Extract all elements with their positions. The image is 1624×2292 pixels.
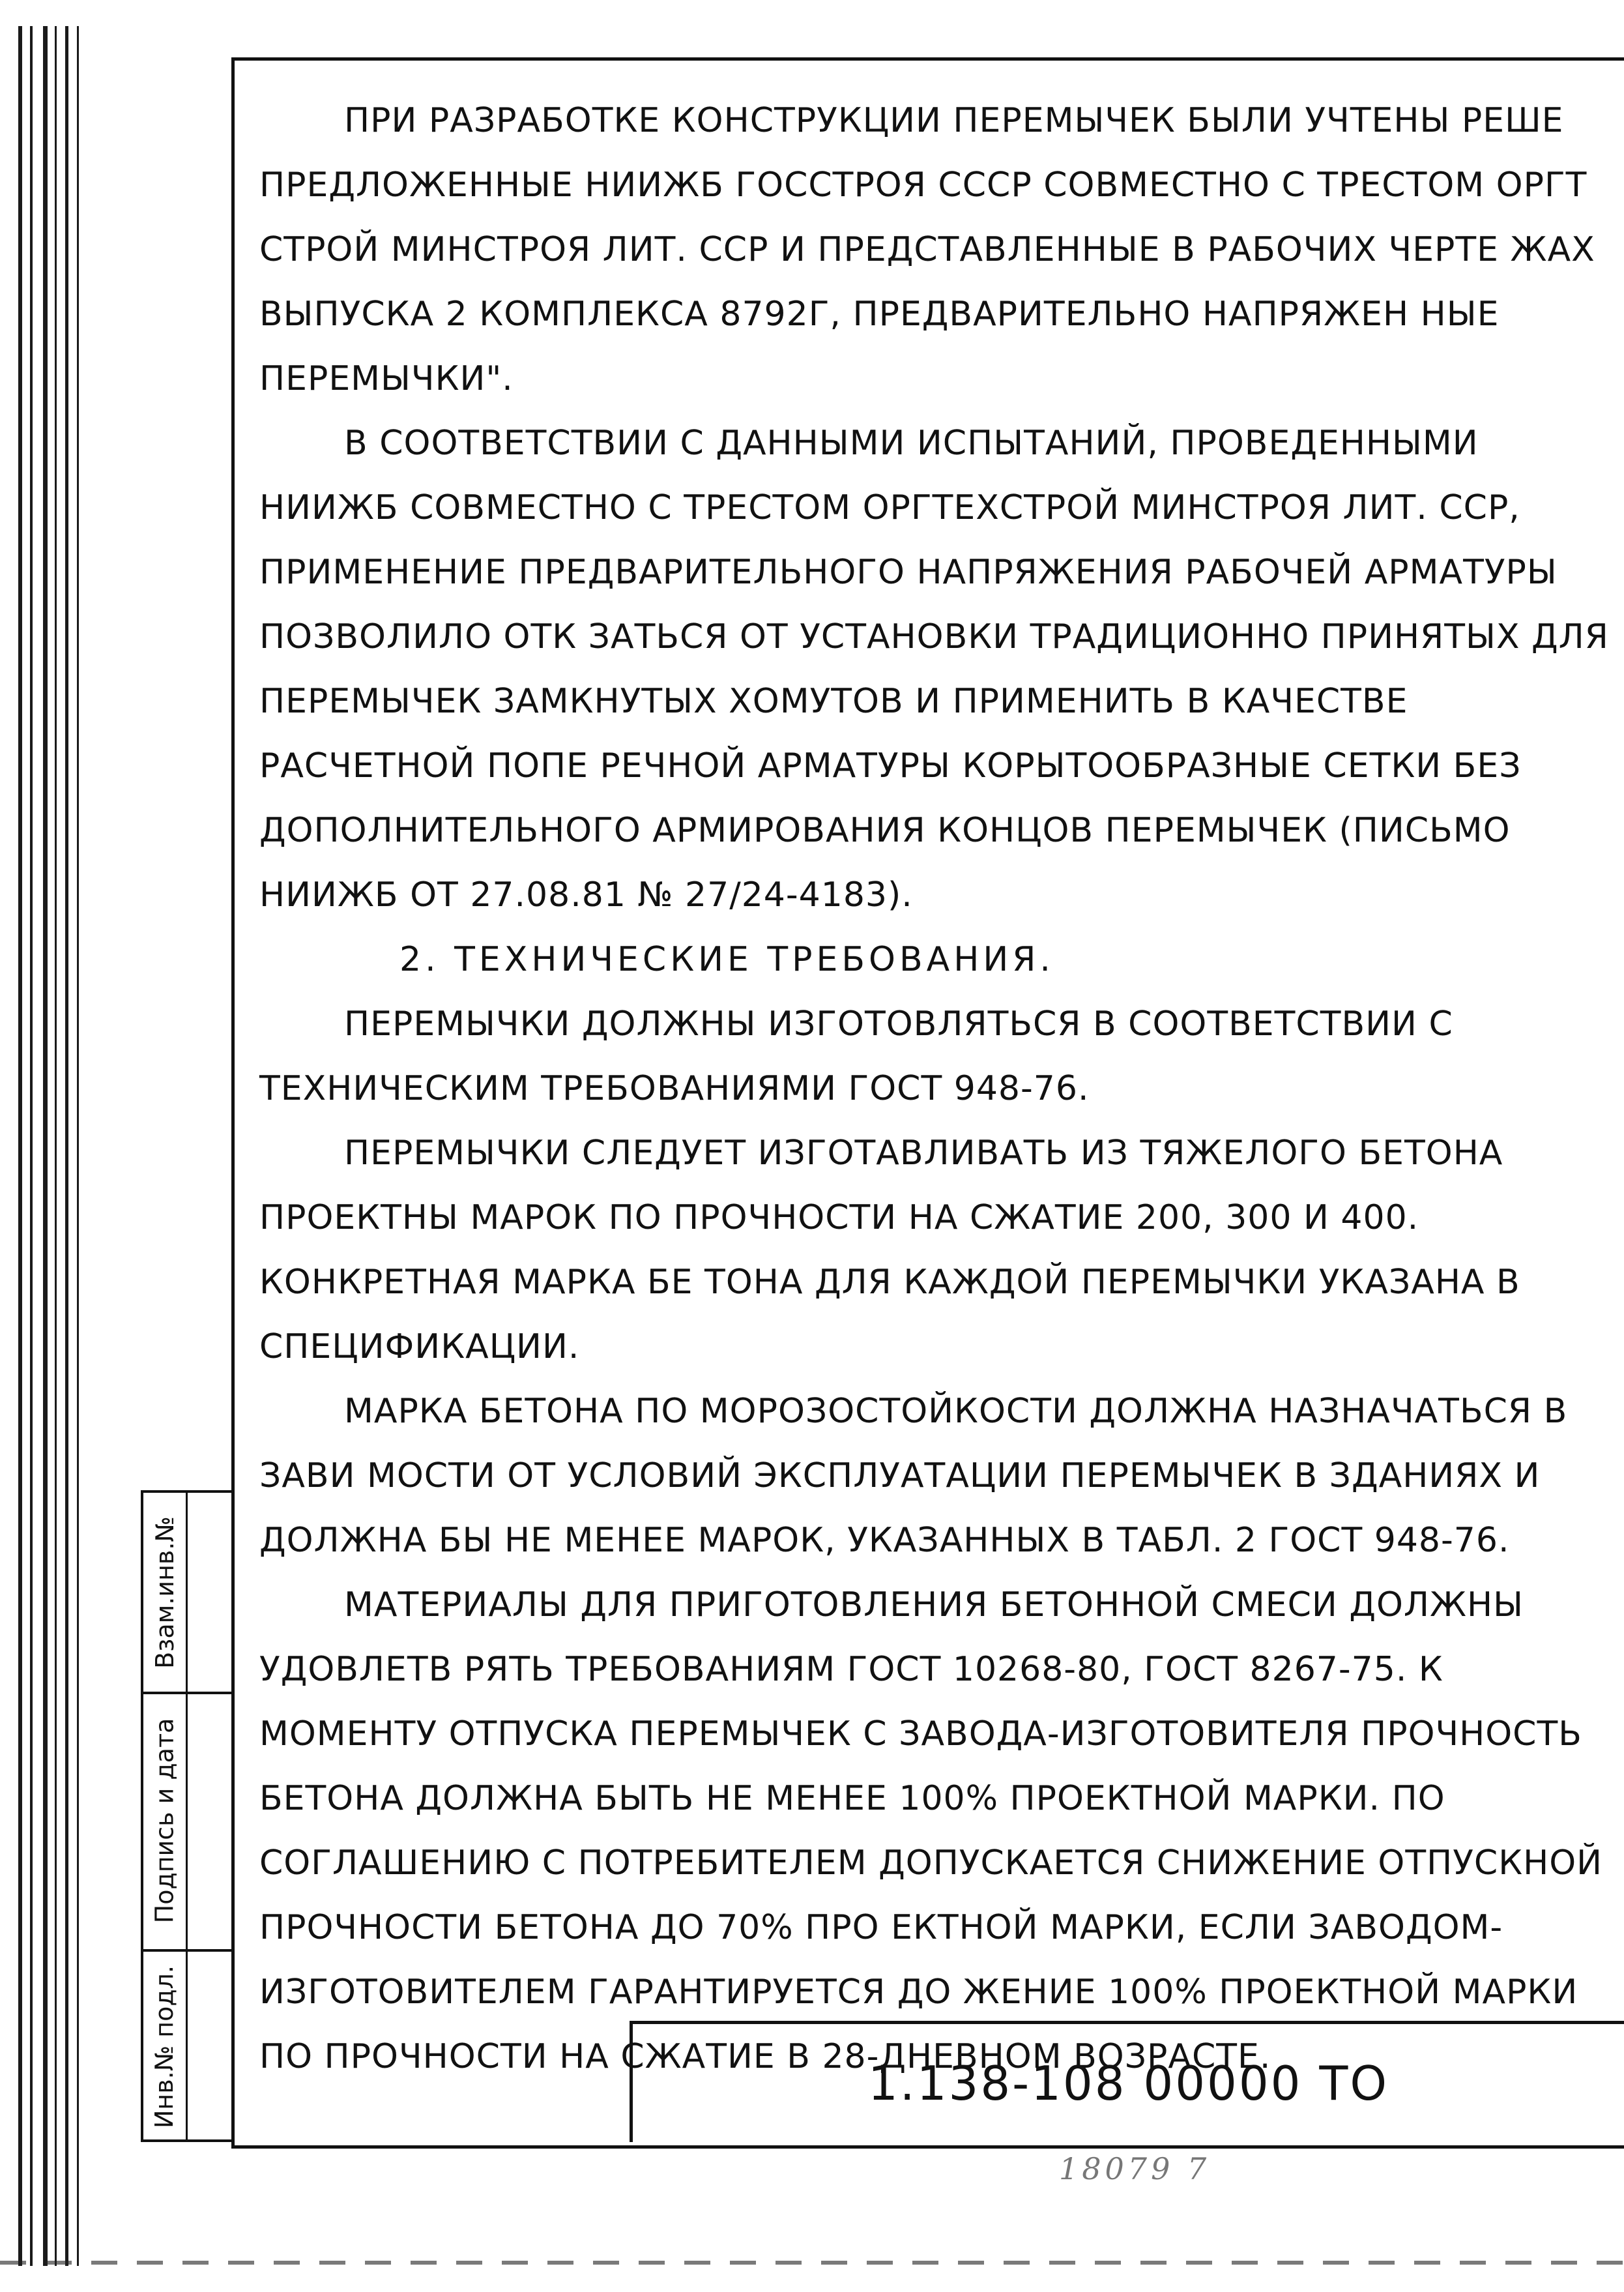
- title-block: [630, 2021, 1624, 2142]
- paragraph-test-results: В СООТВЕТСТВИИ С ДАННЫМИ ИСПЫТАНИЙ, ПРОВЕДЕННЫМИ НИИЖБ СОВМЕСТНО С ТРЕСТОМ ОРГТЕХСТРОЙ МИНСТРОЯ ЛИТ. ССР, ПРИМЕНЕНИЕ ПРЕДВАРИТЕЛЬНОГО НАПРЯЖЕНИЯ РАБОЧЕЙ АРМАТУРЫ ПОЗВОЛИЛО ОТК ЗАТЬСЯ ОТ УСТАНОВКИ ТРАДИЦИОННО ПРИНЯТЫХ ДЛЯ ПЕРЕМЫЧЕК ЗАМКНУТЫХ ХОМУТОВ И ПРИМЕНИТЬ В КАЧЕСТВЕ РАСЧЕТНОЙ ПОПЕ РЕЧНОЙ АРМАТУРЫ КОРЫТООБРАЗНЫЕ СЕТКИ БЕЗ ДОПОЛНИТЕЛЬНОГО АРМИРОВАНИЯ КОНЦОВ ПЕРЕМЫЧЕК (ПИСЬМО НИИЖБ ОТ 27.08.81 № 27/24-4183).: [259, 424, 1609, 915]
- paragraph-concrete-grade: ПЕРЕМЫЧКИ СЛЕДУЕТ ИЗГОТАВЛИВАТЬ ИЗ ТЯЖЕЛОГО БЕТОНА ПРОЕКТНЫ МАРОК ПО ПРОЧНОСТИ НА СЖАТИЕ 200, 300 И 400. КОНКРЕТНАЯ МАРКА БЕ ТОНА ДЛЯ КАЖДОЙ ПЕРЕМЫЧКИ УКАЗАНА В СПЕЦИФИКАЦИИ.: [259, 1134, 1520, 1366]
- stamp-cell-sign-date: [143, 1692, 186, 1949]
- paragraph-materials: МАТЕРИАЛЫ ДЛЯ ПРИГОТОВЛЕНИЯ БЕТОННОЙ СМЕСИ ДОЛЖНЫ УДОВЛЕТВ РЯТЬ ТРЕБОВАНИЯМ ГОСТ 10268-80, ГОСТ 8267-75. К МОМЕНТУ ОТПУСКА ПЕРЕМЫЧЕК С ЗАВОДА-ИЗГОТОВИТЕЛЯ ПРОЧНОСТЬ БЕТОНА ДОЛЖНА БЫТЬ НЕ МЕНЕЕ 100% ПРОЕКТНОЙ МАРКИ. ПО СОГЛАШЕНИЮ С ПОТРЕБИТЕЛЕМ ДОПУСКАЕТСЯ СНИЖЕНИЕ ОТПУСКНОЙ ПРОЧНОСТИ БЕТОНА ДО 70% ПРО ЕКТНОЙ МАРКИ, ЕСЛИ ЗАВОДОМ-ИЗГОТОВИТЕЛЕМ ГАРАНТИРУЕТСЯ ДО ЖЕНИЕ 100% ПРОЕКТНОЙ МАРКИ ПО ПРОЧНОСТИ НА СЖАТИЕ В 28-ДНЕВНОМ ВОЗРАСТЕ.: [259, 1585, 1603, 2076]
- scan-edge-line: [43, 26, 48, 2266]
- scan-edge-line: [65, 26, 68, 2266]
- sheet-number: 18079 7: [1059, 2151, 1211, 2186]
- scan-edge-line: [55, 26, 57, 2266]
- stamp-label-replaced-inv: Взам.инв.№: [150, 1516, 179, 1669]
- scan-edge-line: [30, 26, 33, 2266]
- section-heading-technical-requirements: 2. ТЕХНИЧЕСКИЕ ТРЕБОВАНИЯ.: [399, 940, 1054, 979]
- paragraph-manufacturing: ПЕРЕМЫЧКИ ДОЛЖНЫ ИЗГОТОВЛЯТЬСЯ В СООТВЕТСТВИИ С ТЕХНИЧЕСКИМ ТРЕБОВАНИЯМИ ГОСТ 948-76.: [259, 1005, 1453, 1108]
- scan-edge-line: [77, 26, 79, 2266]
- scan-bottom-edge: [0, 2261, 1624, 2265]
- paragraph-frost-resistance: МАРКА БЕТОНА ПО МОРОЗОСТОЙКОСТИ ДОЛЖНА НАЗНАЧАТЬСЯ В ЗАВИ МОСТИ ОТ УСЛОВИЙ ЭКСПЛУАТАЦИИ ПЕРЕМЫЧЕК В ЗДАНИЯХ И ДОЛЖНА БЫ НЕ МЕНЕЕ МАРОК, УКАЗАННЫХ В ТАБЛ. 2 ГОСТ 948-76.: [259, 1392, 1568, 1560]
- stamp-label-sign-date: Подпись и дата: [150, 1718, 179, 1923]
- stamp-cell-orig-inv: [143, 1949, 186, 2145]
- margin-stamp: [141, 1490, 231, 2142]
- stamp-cell-replaced-inv: [143, 1493, 186, 1692]
- scan-edge-line: [18, 26, 22, 2266]
- stamp-label-orig-inv: Инв.№ подл.: [150, 1965, 179, 2129]
- paragraph-design-note: ПРИ РАЗРАБОТКЕ КОНСТРУКЦИИ ПЕРЕМЫЧЕК БЫЛИ УЧТЕНЫ РЕШЕ ПРЕДЛОЖЕННЫЕ НИИЖБ ГОССТРОЯ СССР СОВМЕСТНО С ТРЕСТОМ ОРГТ СТРОЙ МИНСТРОЯ ЛИТ. ССР И ПРЕДСТАВЛЕННЫЕ В РАБОЧИХ ЧЕРТЕ ЖАХ ВЫПУСКА 2 КОМПЛЕКСА 8792Г, ПРЕДВАРИТЕЛЬНО НАПРЯЖЕН НЫЕ ПЕРЕМЫЧКИ".: [259, 101, 1595, 398]
- document-body: [259, 89, 1615, 2089]
- stamp-divider: [186, 1493, 188, 2139]
- document-code: 1.138-108 00000 ТО: [868, 2055, 1389, 2111]
